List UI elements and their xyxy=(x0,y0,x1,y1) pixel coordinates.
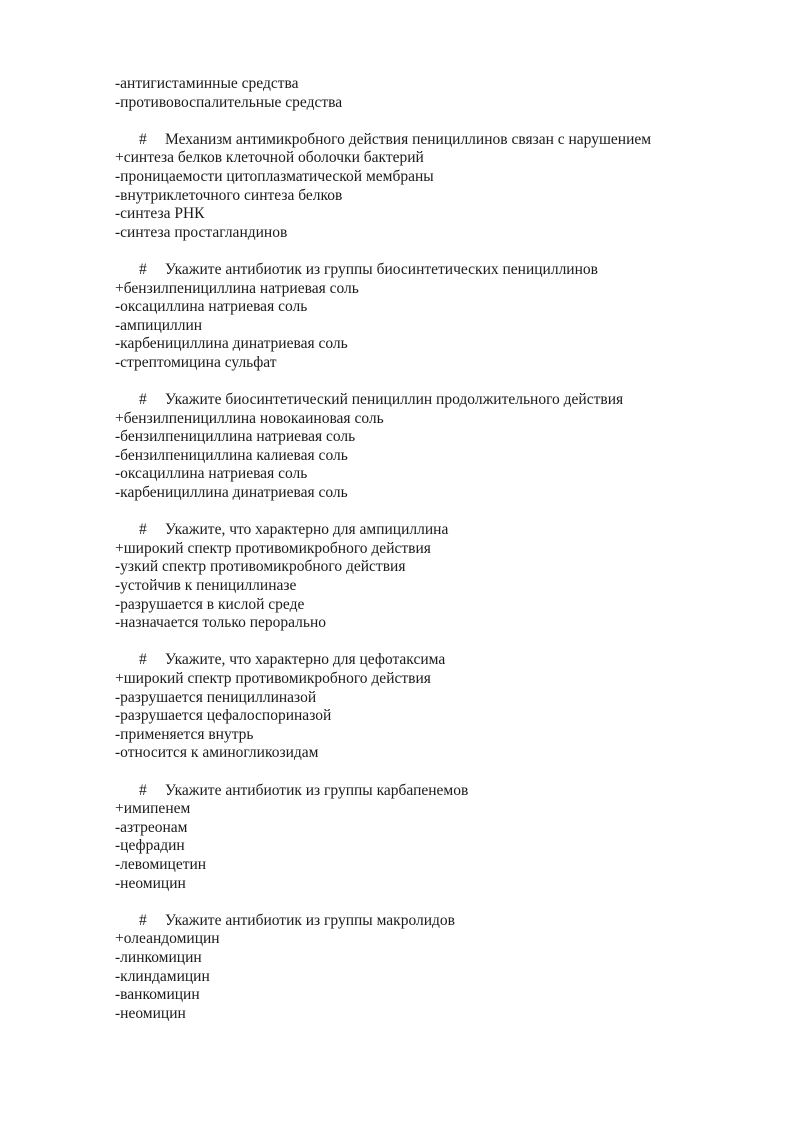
answer-option: -устойчив к пенициллиназе xyxy=(115,577,297,595)
question-text: Механизм антимикробного действия пенициллинов связан с нарушением xyxy=(165,130,652,148)
document-page xyxy=(115,75,755,1023)
blank-line xyxy=(115,503,755,522)
answer-option: -разрушается цефалоспориназой xyxy=(115,707,332,725)
answer-option: -ампициллин xyxy=(115,316,203,334)
question-block xyxy=(115,521,755,633)
answer-option: +олеандомицин xyxy=(115,930,220,948)
answer-option: -цефрадин xyxy=(115,837,185,855)
answer-option: +имипенем xyxy=(115,800,191,818)
question-marker: # xyxy=(139,651,147,669)
blank-line xyxy=(115,373,755,392)
blank-line xyxy=(115,242,755,261)
answer-option: -бензилпенициллина натриевая соль xyxy=(115,428,356,446)
question-heading xyxy=(115,651,755,670)
answer-option: -применяется внутрь xyxy=(115,725,254,743)
answer-option: -синтеза РНК xyxy=(115,205,205,223)
answer-option: +синтеза белков клеточной оболочки бактерий xyxy=(115,149,424,167)
question-text: Укажите, что характерно для цефотаксима xyxy=(165,651,446,669)
question-heading xyxy=(115,391,755,410)
question-marker: # xyxy=(139,781,147,799)
question-text: Укажите антибиотик из группы карбапенемов xyxy=(165,781,469,799)
question-block xyxy=(115,131,755,243)
blank-line xyxy=(115,893,755,912)
answer-option: -бензилпенициллина калиевая соль xyxy=(115,446,348,464)
answer-option: -оксациллина натриевая соль xyxy=(115,298,308,316)
answer-option: -стрептомицина сульфат xyxy=(115,353,277,371)
question-block xyxy=(115,782,755,894)
question-block xyxy=(115,261,755,373)
answer-option: -внутриклеточного синтеза белков xyxy=(115,186,343,204)
question-heading xyxy=(115,912,755,931)
blank-line xyxy=(115,763,755,782)
question-marker: # xyxy=(139,260,147,278)
answer-option: -оксациллина натриевая соль xyxy=(115,465,308,483)
question-marker: # xyxy=(139,391,147,409)
question-heading xyxy=(115,782,755,801)
answer-option: +широкий спектр противомикробного действия xyxy=(115,539,431,557)
blank-line xyxy=(115,633,755,652)
question-text: Укажите биосинтетический пенициллин продолжительного действия xyxy=(165,391,624,409)
answer-option: -линкомицин xyxy=(115,948,202,966)
answer-option: -ванкомицин xyxy=(115,986,200,1004)
blank-line xyxy=(115,112,755,131)
answer-option: +широкий спектр противомикробного действия xyxy=(115,670,431,687)
answer-option: +бензилпенициллина новокаиновая соль xyxy=(115,409,384,427)
answer-option: -синтеза простагландинов xyxy=(115,223,288,241)
answer-option: -разрушается пенициллиназой xyxy=(115,688,317,706)
answer-option: -разрушается в кислой среде xyxy=(115,595,305,613)
answer-option: -назначается только перорально xyxy=(115,614,326,632)
question-text: Укажите антибиотик из группы биосинтетических пенициллинов xyxy=(165,260,598,278)
question-heading xyxy=(115,521,755,540)
answer-option: -относится к аминогликозидам xyxy=(115,744,319,762)
answer-option: -антигистаминные средства xyxy=(115,75,299,92)
answer-option: -противовоспалительные средства xyxy=(115,93,343,111)
answer-option: -клиндамицин xyxy=(115,967,210,985)
intro-block xyxy=(115,75,755,112)
answer-option: -карбенициллина динатриевая соль xyxy=(115,335,348,353)
question-heading xyxy=(115,131,755,150)
question-heading xyxy=(115,261,755,280)
answer-option: -узкий спектр противомикробного действия xyxy=(115,558,406,576)
question-text: Укажите, что характерно для ампициллина xyxy=(165,521,449,539)
question-marker: # xyxy=(139,521,147,539)
answer-option: -неомицин xyxy=(115,874,186,892)
answer-option: -левомицетин xyxy=(115,855,207,873)
answer-option: +бензилпенициллина натриевая соль xyxy=(115,279,359,297)
question-marker: # xyxy=(139,911,147,929)
question-block xyxy=(115,912,755,1024)
answer-option: -проницаемости цитоплазматической мембраны xyxy=(115,167,434,185)
answer-option: -азтреонам xyxy=(115,818,188,836)
question-block xyxy=(115,651,755,763)
question-text: Укажите антибиотик из группы макролидов xyxy=(165,911,455,929)
question-marker: # xyxy=(139,130,147,148)
answer-option: -неомицин xyxy=(115,1004,186,1022)
answer-option: -карбенициллина динатриевая соль xyxy=(115,484,348,502)
question-block xyxy=(115,391,755,503)
